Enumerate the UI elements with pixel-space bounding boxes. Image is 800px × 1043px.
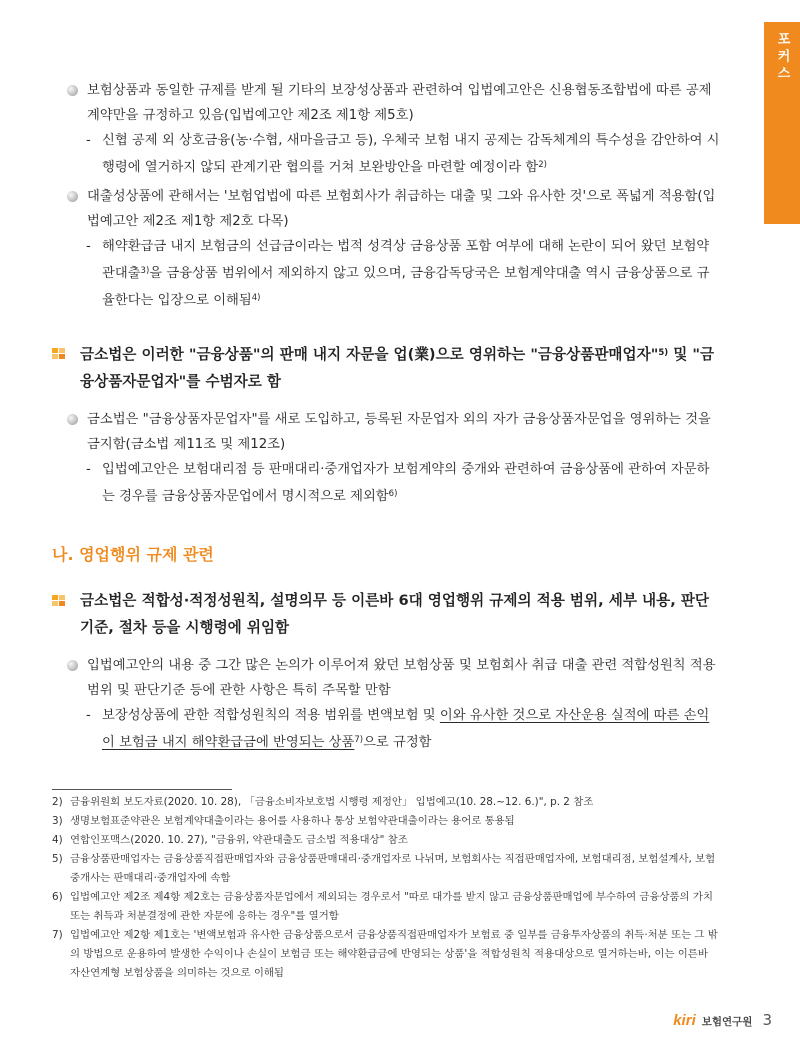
bullet-item [52,184,720,234]
sub-text: 신협 공제 외 상호금융(농·수협, 새마을금고 등), 우체국 보험 내지 공제는 감독체계의 특수성을 감안하여 시행령에 열거하지 않되 관계기관 협의를 거쳐 보완방안을 마련할 예정이라 함 [102,133,720,175]
dash-marker: - [86,708,91,723]
footnote-number: 2) [52,796,63,808]
dash-marker: - [86,133,91,148]
main-point [52,587,720,641]
footnote-text: 생명보험표준약관은 보험계약대출이라는 용어를 사용하나 통상 보험약관대출이라는 용어로 통용됨 [70,815,515,827]
org-name: 보험연구원 [701,1016,753,1028]
page-footer [673,1011,772,1029]
bullet-circle-icon [67,191,78,202]
bullet-item [52,78,720,128]
footnote-number: 5) [52,853,63,865]
footnote-text: 입법예고안 제2조 제4항 제2호는 금융상품자문업에서 제외되는 경우로서 "따로 대가를 받지 않고 금융상품판매업에 부수하여 금융상품의 가치 또는 취득과 처분결정에 관한 자문에 응하는 경우"를 열거함 [70,891,713,922]
sub-text: 으로 규정함 [363,735,432,750]
footnote-text: 연합인포맥스(2020. 10. 27), "금융위, 약관대출도 금소법 적용대상" 참조 [70,834,408,846]
main-content [52,74,720,755]
sub-text: 입법예고안은 보험대리점 등 판매대리·중개업자가 보험계약의 중개와 관련하여 금융상품에 관하여 자문하는 경우를 금융상품자문업에서 명시적으로 제외함 [102,462,710,504]
sub-item [52,128,720,180]
footnote-ref: 5) [658,348,669,358]
square-bullet-icon [52,595,65,607]
sub-text: 보장성상품에 관한 적합성원칙의 적용 범위를 변액보험 및 [102,708,440,723]
footnote [52,888,720,926]
bullet-circle-icon [67,85,78,96]
footnote-ref: 7) [354,735,364,745]
bullet-text: 입법예고안의 내용 중 그간 많은 논의가 이루어져 왔던 보험상품 및 보험회사 취급 대출 관련 적합성원칙 적용 범위 및 판단기준 등에 관한 사항은 특히 주목할 만함 [87,658,716,698]
dash-marker: - [86,462,91,477]
sub-item [52,457,720,509]
footnote-text: 금융위원회 보도자료(2020. 10. 28), 「금융소비자보호법 시행령 제정안」 입법예고(10. 28.~12. 6.)", p. 2 참조 [70,796,594,808]
bullet-circle-icon [67,660,78,671]
kiri-logo: kiri [673,1012,696,1029]
footnote-ref: 6) [388,489,398,499]
bullet-item [52,407,720,457]
footnote [52,926,720,983]
footnote-ref: 2) [538,160,547,170]
section-side-tab [764,22,800,224]
main-point-text: 금소법은 이러한 "금융상품"의 판매 내지 자문을 업(業)으로 영위하는 "금융상품판매업자" [80,346,659,363]
footnote-text: 입법예고안 제2항 제1호는 '변액보험과 유사한 금융상품으로서 금융상품직접판매업자가 보험료 중 일부를 금융투자상품의 취득·처분 또는 그 밖의 방법으로 운용하여 발생한 수익이나 손실이 보험금 또는 해약환급금에 반영되는 상품'을 적합성원칙 적용대상으로 열거하는바, 이는 이른바 자산연계형 보험상품을 의미하는 것으로 이해됨 [70,929,718,979]
bullet-item [52,653,720,703]
sub-text: 을 금융상품 범위에서 제외하지 않고 있으며, 금융감독당국은 보험계약대출 역시 금융상품으로 규율한다는 입장으로 이해됨 [102,266,710,308]
footnote [52,812,720,831]
sub-item [52,234,720,313]
sub-text: 해약환급금 내지 보험금의 선급금이라는 법적 성격상 금융상품 포함 여부에 대해 논란이 되어 왔던 보험약관대출 [102,239,710,281]
footnote [52,793,720,812]
footnote-number: 7) [52,929,63,941]
square-bullet-icon [52,348,65,360]
bullet-text: 대출성상품에 관해서는 '보험업법에 따른 보험회사가 취급하는 대출 및 그와 유사한 것'으로 폭넓게 적용함(입법예고안 제2조 제1항 제2호 다목) [87,189,716,229]
bullet-circle-icon [67,414,78,425]
dash-marker: - [86,239,91,254]
main-point-text: 및 "금융상품자문업자"를 수범자로 함 [80,346,715,390]
footnote [52,850,720,888]
footnote-ref: 4) [251,293,261,303]
main-point-text: 금소법은 적합성·적정성원칙, 설명의무 등 이른바 6대 영업행위 규제의 적용 범위, 세부 내용, 판단기준, 절차 등을 시행령에 위임함 [80,592,710,636]
page-number: 3 [762,1011,772,1029]
main-point [52,340,720,395]
footnote-number: 6) [52,891,63,903]
footnote-number: 3) [52,815,63,827]
bullet-text: 금소법은 "금융상품자문업자"를 새로 도입하고, 등록된 자문업자 외의 자가 금융상품자문업을 영위하는 것을 금지함(금소법 제11조 및 제12조) [87,412,711,452]
section-heading: 나. 영업행위 규제 관련 [52,545,214,564]
footnote-divider [52,789,232,790]
side-tab-label: 포커스 [774,32,790,83]
bullet-text: 보험상품과 동일한 규제를 받게 될 기타의 보장성상품과 관련하여 입법예고안은 신용협동조합법에 따른 공제계약만을 규정하고 있음(입법예고안 제2조 제1항 제5호) [87,83,712,123]
underlined-text: 이와 유사한 것으로 자산운용 실적에 따른 손익이 보험금 내지 해약환급금에 반영되는 상품 [102,708,710,750]
footnote-ref: 3) [140,266,150,276]
footnotes [52,793,720,983]
footnote [52,831,720,850]
footnote-number: 4) [52,834,63,846]
footnote-text: 금융상품판매업자는 금융상품직접판매업자와 금융상품판매대리·중개업자로 나뉘며, 보험회사는 직접판매업자에, 보험대리점, 보험설계사, 보험중개사는 판매대리·중개업자에 속함 [70,853,716,884]
sub-item [52,703,720,755]
